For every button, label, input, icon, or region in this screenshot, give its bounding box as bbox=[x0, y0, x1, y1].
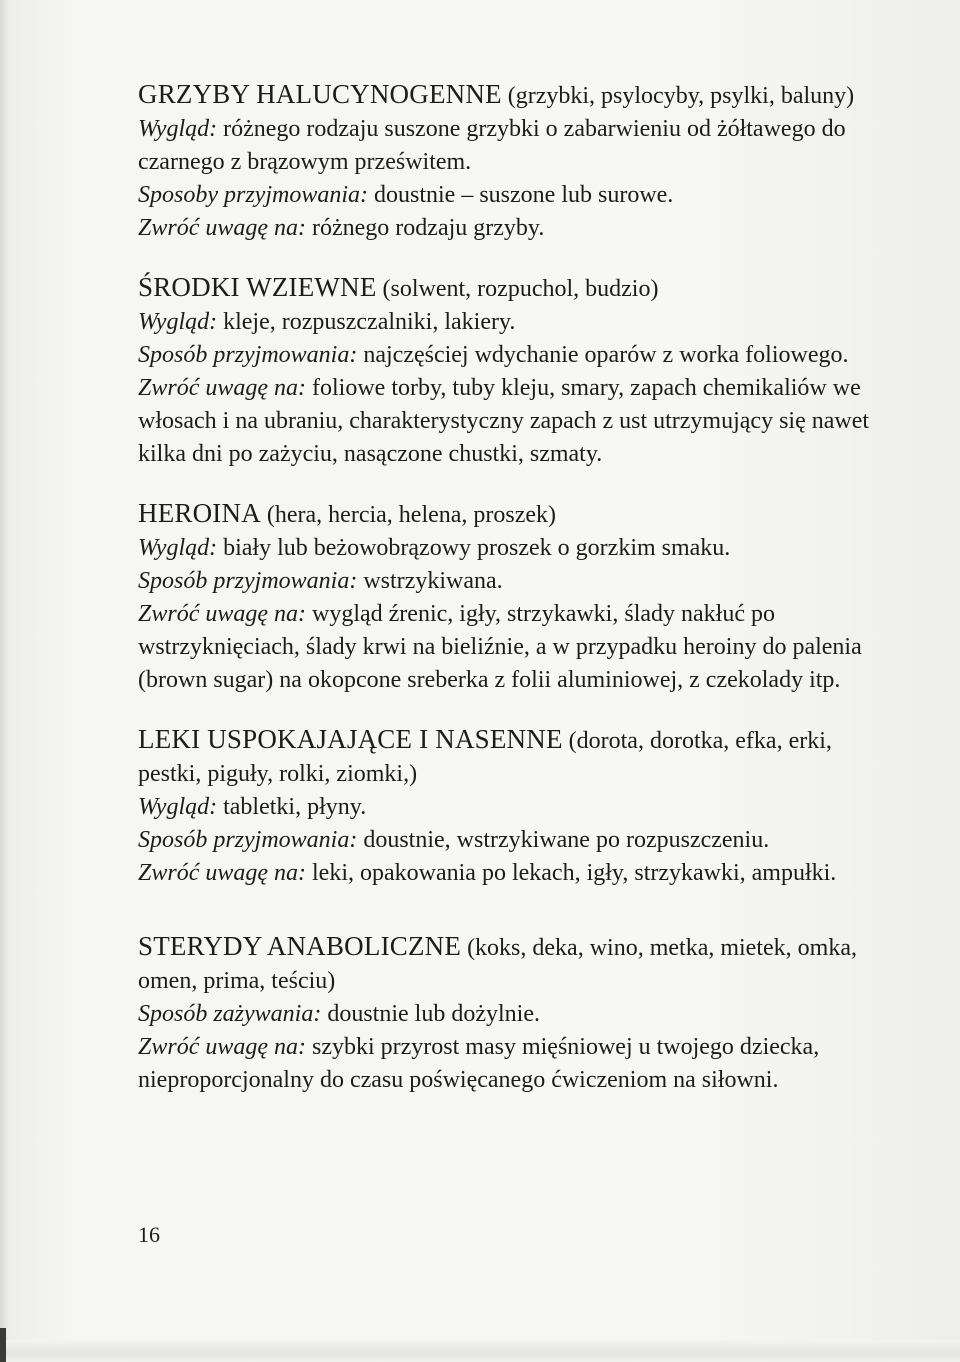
scan-bottom-edge bbox=[0, 1340, 960, 1362]
section-aliases: (grzybki, psylocyby, psylki, baluny) bbox=[501, 83, 855, 109]
field-label: Sposób przyjmowania: bbox=[138, 568, 358, 594]
section-title: ŚRODKI WZIEWNE bbox=[138, 272, 377, 302]
field-intake bbox=[138, 179, 898, 212]
field-text: foliowe torby, tuby kleju, smary, zapach chemikaliów we włosach i na ubraniu, charakterystyczny zapach z ust utrzymujący się nawet kilka dni po zażyciu, nasączone chustki, szmaty. bbox=[138, 375, 870, 467]
section-title: HEROINA bbox=[138, 498, 261, 528]
section-title: GRZYBY HALUCYNOGENNE bbox=[138, 79, 502, 109]
field-label: Zwróć uwagę na: bbox=[138, 601, 306, 627]
section-aliases: (solwent, rozpuchol, budzio) bbox=[376, 276, 659, 302]
field-intake bbox=[138, 339, 898, 372]
field-attention bbox=[138, 372, 898, 471]
field-text: doustnie lub dożylnie. bbox=[321, 1001, 540, 1027]
field-intake bbox=[138, 565, 898, 598]
field-attention bbox=[138, 1031, 898, 1097]
field-attention bbox=[138, 857, 898, 890]
field-text: wygląd źrenic, igły, strzykawki, ślady nakłuć po wstrzyknięciach, ślady krwi na bieliźnie, a w przypadku heroiny do palenia (brown sugar) na okopcone sreberka z folii aluminiowej, z czekolady itp. bbox=[138, 601, 862, 693]
field-text: doustnie – suszone lub surowe. bbox=[368, 182, 674, 208]
section-sterydy bbox=[138, 930, 898, 1097]
field-appearance bbox=[138, 113, 898, 179]
field-text: różnego rodzaju suszone grzybki o zabarwieniu od żółtawego do czarnego z brązowym prześwitem. bbox=[138, 116, 846, 175]
section-title: LEKI USPOKAJAJĄCE I NASENNE bbox=[138, 724, 563, 754]
section-srodki-wziewne bbox=[138, 271, 898, 471]
field-attention bbox=[138, 598, 898, 697]
field-text: leki, opakowania po lekach, igły, strzykawki, ampułki. bbox=[306, 860, 837, 886]
section-leki bbox=[138, 723, 898, 890]
field-label: Sposób zażywania: bbox=[138, 1001, 322, 1027]
field-attention bbox=[138, 212, 898, 245]
scan-corner-mark bbox=[0, 1328, 6, 1362]
document-body bbox=[138, 78, 898, 1097]
field-text: szybki przyrost masy mięśniowej u twojego dziecka, nieproporcjonalny do czasu poświęcanego ćwiczeniom na siłowni. bbox=[138, 1034, 820, 1093]
field-label: Zwróć uwagę na: bbox=[138, 375, 306, 401]
field-text: biały lub beżowobrązowy proszek o gorzkim smaku. bbox=[217, 535, 731, 561]
field-intake bbox=[138, 824, 898, 857]
field-intake bbox=[138, 998, 898, 1031]
page-number: 16 bbox=[138, 1222, 160, 1247]
field-text: kleje, rozpuszczalniki, lakiery. bbox=[217, 309, 516, 335]
field-text: tabletki, płyny. bbox=[217, 794, 367, 820]
field-label: Zwróć uwagę na: bbox=[138, 1034, 306, 1060]
section-aliases: (koks, deka, wino, metka, mietek, omka, omen, prima, teściu) bbox=[138, 935, 857, 994]
field-text: różnego rodzaju grzyby. bbox=[306, 215, 545, 241]
section-heroina bbox=[138, 497, 898, 697]
section-aliases: (dorota, dorotka, efka, erki, pestki, piguły, rolki, ziomki,) bbox=[138, 728, 832, 787]
field-label: Wygląd: bbox=[138, 309, 218, 335]
section-heading bbox=[138, 497, 898, 532]
section-heading bbox=[138, 78, 898, 113]
field-text: doustnie, wstrzykiwane po rozpuszczeniu. bbox=[357, 827, 770, 853]
field-label: Zwróć uwagę na: bbox=[138, 215, 306, 241]
section-heading bbox=[138, 271, 898, 306]
field-text: wstrzykiwana. bbox=[357, 568, 503, 594]
field-label: Wygląd: bbox=[138, 535, 218, 561]
field-appearance bbox=[138, 532, 898, 565]
section-heading bbox=[138, 723, 898, 791]
field-appearance bbox=[138, 306, 898, 339]
section-aliases: (hera, hercia, helena, proszek) bbox=[260, 502, 557, 528]
field-label: Sposoby przyjmowania: bbox=[138, 182, 368, 208]
scan-left-edge bbox=[0, 0, 10, 1362]
field-label: Sposób przyjmowania: bbox=[138, 342, 358, 368]
field-label: Zwróć uwagę na: bbox=[138, 860, 306, 886]
field-label: Wygląd: bbox=[138, 116, 218, 142]
section-heading bbox=[138, 930, 898, 998]
section-grzyby bbox=[138, 78, 898, 245]
field-text: najczęściej wdychanie oparów z worka foliowego. bbox=[357, 342, 849, 368]
field-appearance bbox=[138, 791, 898, 824]
section-title: STERYDY ANABOLICZNE bbox=[138, 931, 462, 961]
field-label: Wygląd: bbox=[138, 794, 218, 820]
field-label: Sposób przyjmowania: bbox=[138, 827, 358, 853]
